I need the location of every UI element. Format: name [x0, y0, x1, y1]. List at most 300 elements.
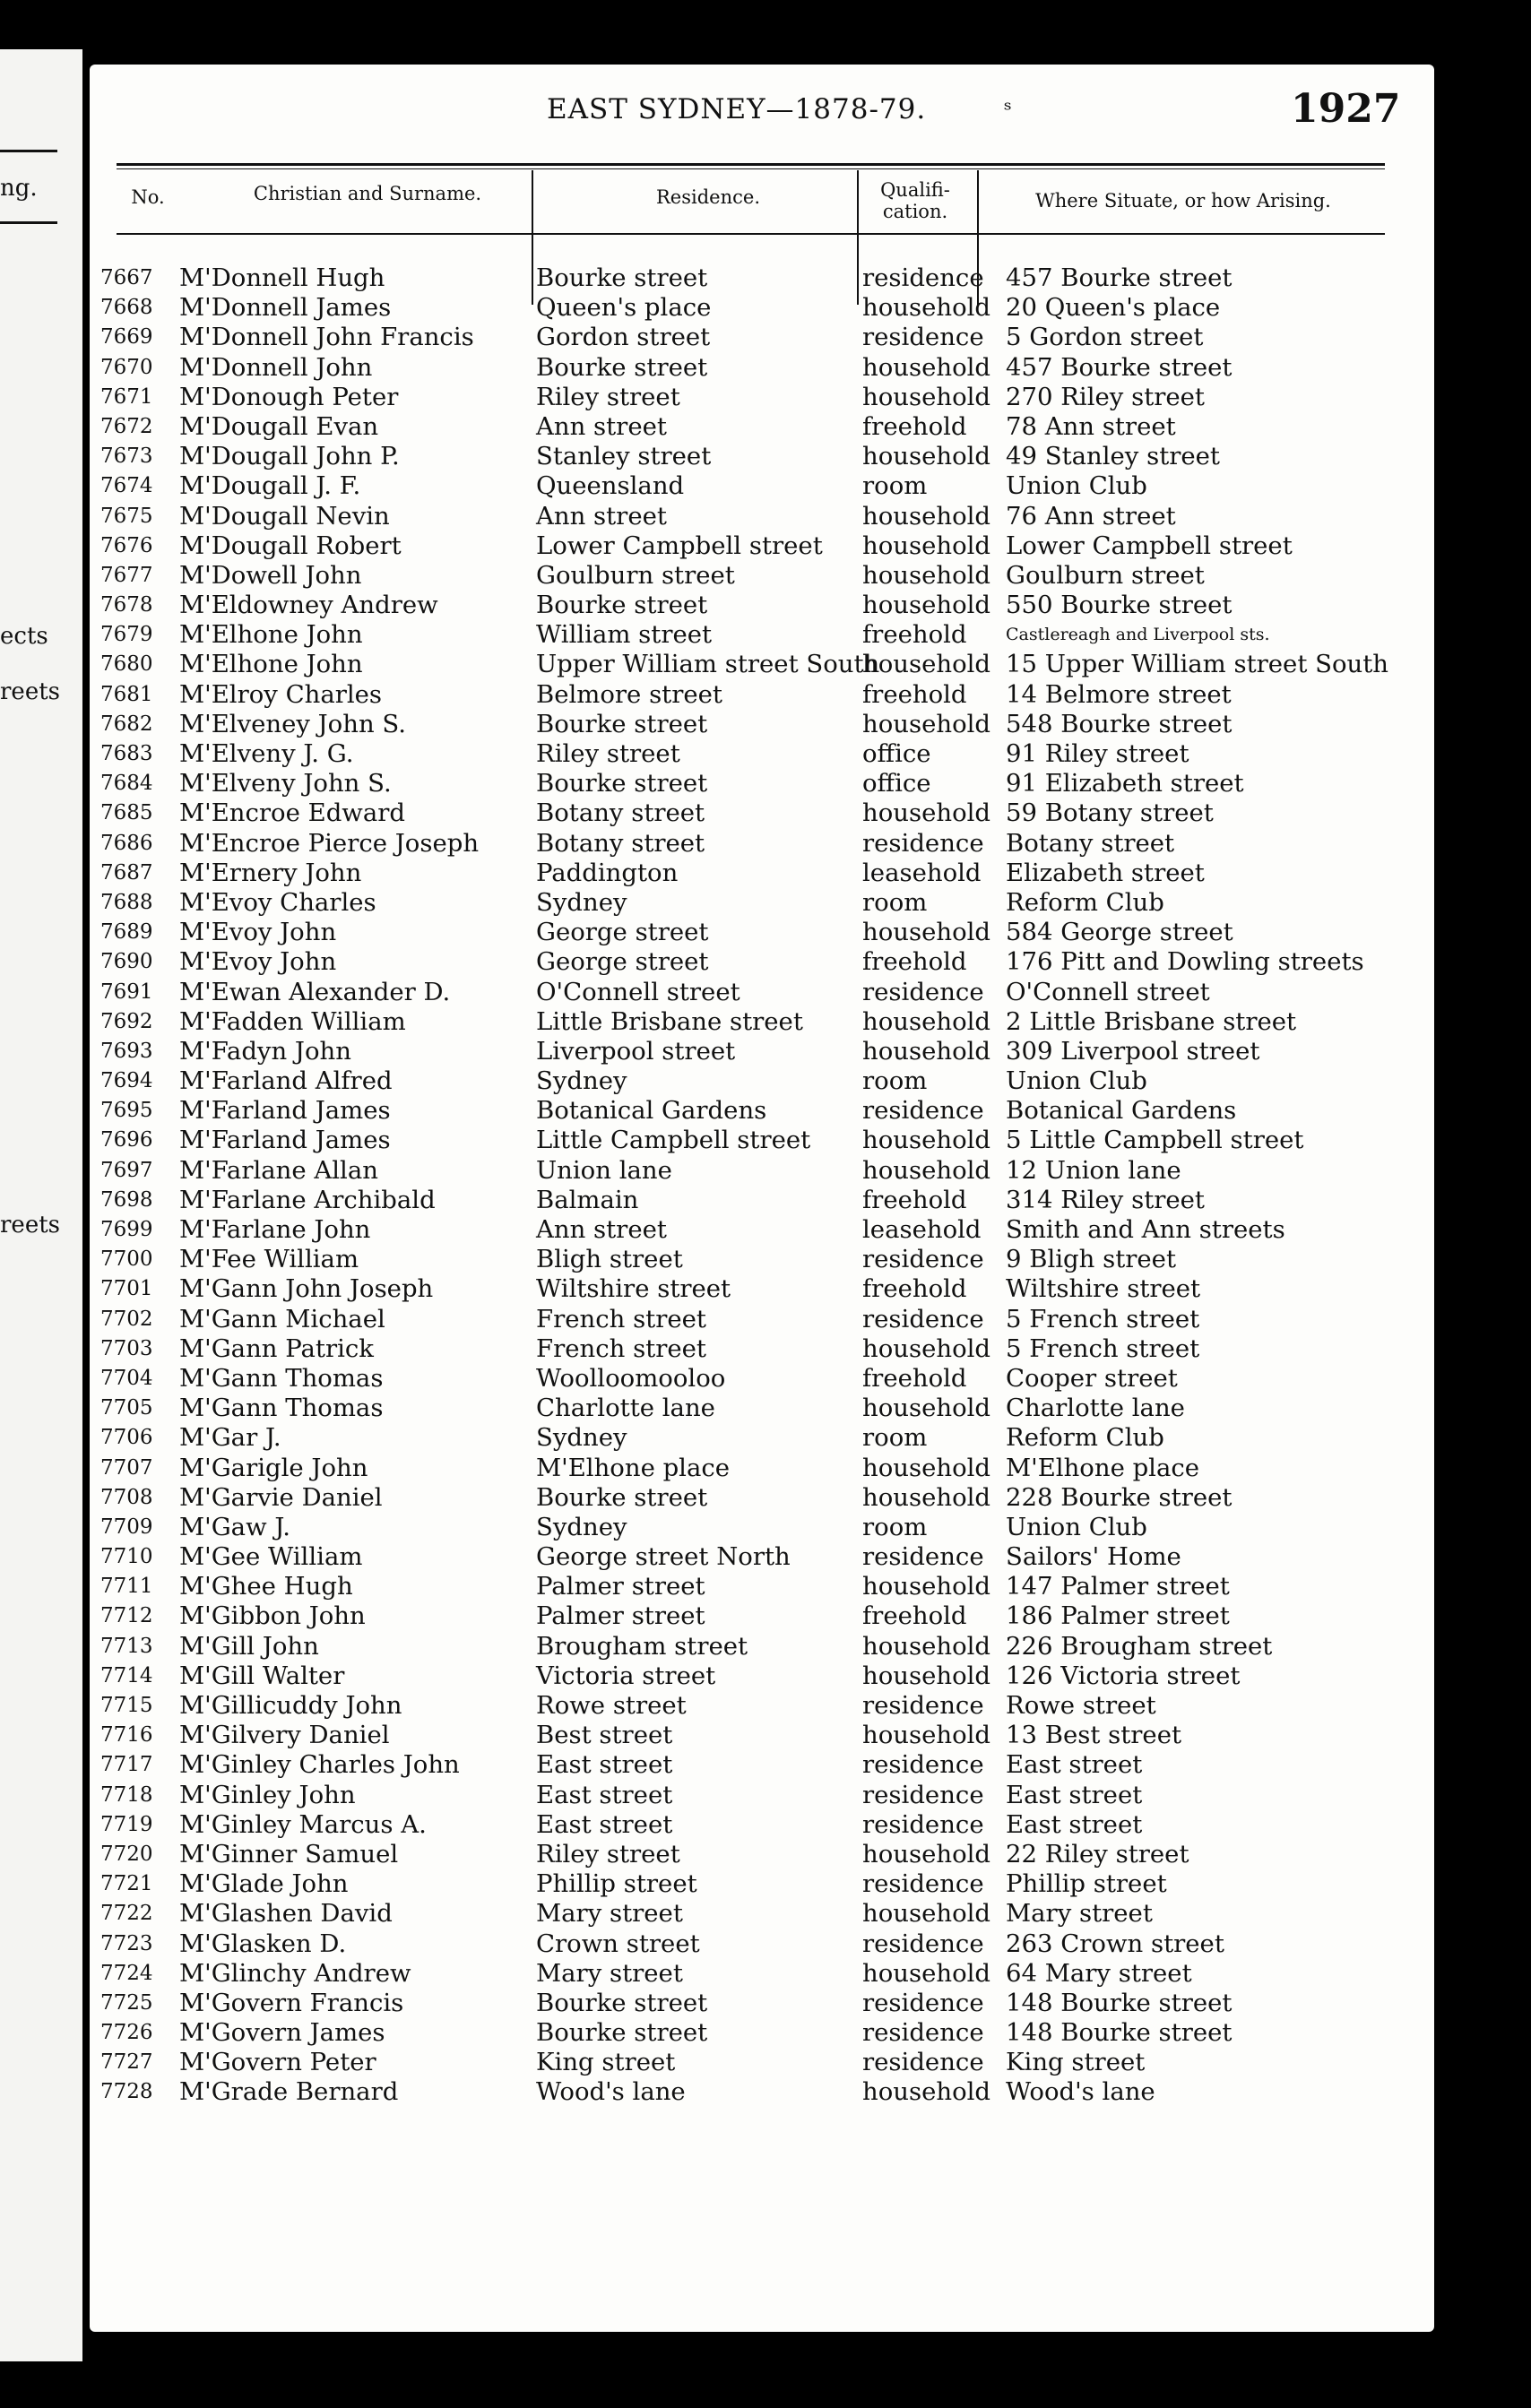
table-row — [90, 1245, 1434, 1274]
where-situate-cell: 186 Palmer street — [1006, 1601, 1230, 1631]
voter-name-cell: M'Ginley John — [179, 1780, 356, 1809]
table-row — [90, 1959, 1434, 1989]
voter-name-cell: M'Dowell John — [179, 560, 362, 590]
entry-number-cell: 7684 — [100, 772, 153, 796]
qualification-cell: household — [862, 1006, 991, 1036]
divider — [0, 150, 57, 152]
entry-number-cell: 7723 — [100, 1931, 153, 1955]
where-situate-cell: O'Connell street — [1006, 977, 1210, 1006]
qualification-cell: household — [862, 650, 991, 679]
where-situate-cell: Botanical Gardens — [1006, 1096, 1237, 1126]
prev-page-fragment: reets — [0, 1212, 60, 1239]
entry-number-cell: 7690 — [100, 950, 153, 974]
table-row — [90, 1364, 1434, 1394]
voter-name-cell: M'Gann Michael — [179, 1304, 385, 1333]
qualification-cell: residence — [862, 1304, 984, 1333]
where-situate-cell: 5 French street — [1006, 1333, 1200, 1363]
table-row — [90, 1334, 1434, 1364]
where-situate-cell: Phillip street — [1006, 1869, 1167, 1899]
qualification-cell: household — [862, 1572, 991, 1601]
residence-cell: Palmer street — [536, 1572, 705, 1601]
table-row — [90, 650, 1434, 679]
where-situate-cell: 147 Palmer street — [1006, 1572, 1230, 1601]
residence-cell: Bourke street — [536, 2018, 708, 2048]
entry-number-cell: 7678 — [100, 593, 153, 617]
where-situate-cell: 22 Riley street — [1006, 1839, 1189, 1869]
residence-cell: Queen's place — [536, 293, 712, 323]
residence-cell: Upper William street South — [536, 650, 880, 679]
qualification-cell: residence — [862, 1809, 984, 1839]
entry-number-cell: 7704 — [100, 1366, 153, 1390]
qualification-cell: residence — [862, 1869, 984, 1899]
residence-cell: Union lane — [536, 1155, 672, 1185]
qualification-cell: room — [862, 471, 928, 501]
residence-cell: Crown street — [536, 1929, 700, 1958]
previous-page-edge — [0, 49, 82, 2361]
where-situate-cell: 228 Bourke street — [1006, 1482, 1233, 1512]
entry-number-cell: 7713 — [100, 1634, 153, 1658]
qualification-cell: household — [862, 918, 991, 947]
voter-name-cell: M'Ernery John — [179, 858, 362, 887]
residence-cell: Liverpool street — [536, 1036, 736, 1066]
voter-name-cell: M'Ewan Alexander D. — [179, 977, 451, 1006]
qualification-cell: household — [862, 1482, 991, 1512]
voter-name-cell: M'Eldowney Andrew — [179, 591, 438, 620]
residence-cell: Mary street — [536, 1899, 683, 1929]
where-situate-cell: 148 Bourke street — [1006, 2018, 1233, 2048]
qualification-cell: room — [862, 887, 928, 917]
qualification-cell: residence — [862, 323, 984, 352]
where-situate-cell: Wood's lane — [1006, 2077, 1155, 2107]
qualification-cell: household — [862, 560, 991, 590]
entry-number-cell: 7688 — [100, 890, 153, 914]
voter-name-cell: M'Evoy John — [179, 918, 337, 947]
qualification-cell: freehold — [862, 1363, 967, 1393]
qualification-cell: room — [862, 1512, 928, 1541]
where-situate-cell: 9 Bligh street — [1006, 1245, 1177, 1274]
page-number: 1927 — [1291, 86, 1401, 132]
table-row — [90, 1929, 1434, 1959]
where-situate-cell: Union Club — [1006, 471, 1147, 501]
table-row — [90, 620, 1434, 650]
table-row — [90, 1066, 1434, 1096]
entry-number-cell: 7687 — [100, 860, 153, 885]
voter-name-cell: M'Fadden William — [179, 1006, 406, 1036]
entry-number-cell: 7683 — [100, 742, 153, 765]
qualification-cell: household — [862, 1394, 991, 1423]
page-shadow — [82, 2332, 1445, 2408]
qualification-cell: freehold — [862, 411, 967, 441]
table-row — [90, 1394, 1434, 1423]
qualification-cell: residence — [862, 977, 984, 1006]
voter-name-cell: M'Govern Peter — [179, 2048, 376, 2077]
table-row — [90, 1483, 1434, 1513]
table-row — [90, 1454, 1434, 1483]
voter-name-cell: M'Farland James — [179, 1126, 391, 1155]
residence-cell: Riley street — [536, 1839, 680, 1869]
voter-name-cell: M'Glashen David — [179, 1899, 393, 1929]
voter-name-cell: M'Gann Thomas — [179, 1394, 384, 1423]
residence-cell: French street — [536, 1333, 706, 1363]
residence-cell: Bourke street — [536, 769, 708, 798]
where-situate-cell: 91 Riley street — [1006, 739, 1189, 768]
entry-number-cell: 7686 — [100, 831, 153, 855]
table-row — [90, 1781, 1434, 1810]
residence-cell: Belmore street — [536, 679, 722, 709]
residence-cell: Little Brisbane street — [536, 1006, 803, 1036]
voter-name-cell: M'Grade Bernard — [179, 2077, 399, 2107]
qualification-cell: household — [862, 1126, 991, 1155]
table-row — [90, 829, 1434, 859]
residence-cell: William street — [536, 620, 713, 650]
residence-cell: Phillip street — [536, 1869, 697, 1899]
document-page — [90, 65, 1434, 2332]
table-row — [90, 769, 1434, 798]
residence-cell: Rowe street — [536, 1691, 687, 1720]
entry-number-cell: 7695 — [100, 1099, 153, 1123]
residence-cell: Ann street — [536, 1215, 667, 1244]
entry-number-cell: 7669 — [100, 325, 153, 350]
where-situate-cell: Elizabeth street — [1006, 858, 1205, 887]
voter-name-cell: M'Glasken D. — [179, 1929, 347, 1958]
voter-name-cell: M'Glade John — [179, 1869, 349, 1899]
table-row — [90, 1423, 1434, 1453]
voter-name-cell: M'Farland James — [179, 1096, 391, 1126]
residence-cell: Brougham street — [536, 1631, 748, 1661]
voter-name-cell: M'Fadyn John — [179, 1036, 351, 1066]
table-row — [90, 1750, 1434, 1780]
table-row — [90, 798, 1434, 828]
voter-name-cell: M'Gann Thomas — [179, 1363, 384, 1393]
voter-name-cell: M'Gar J. — [179, 1423, 281, 1453]
residence-cell: Mary street — [536, 1958, 683, 1988]
residence-cell: Wiltshire street — [536, 1274, 731, 1304]
voter-name-cell: M'Donough Peter — [179, 382, 399, 411]
where-situate-cell: 5 French street — [1006, 1304, 1200, 1333]
where-situate-cell: Botany street — [1006, 828, 1175, 858]
residence-cell: Queensland — [536, 471, 685, 501]
where-situate-cell: Reform Club — [1006, 887, 1164, 917]
where-situate-cell: Wiltshire street — [1006, 1274, 1201, 1304]
entry-number-cell: 7703 — [100, 1336, 153, 1360]
entry-number-cell: 7718 — [100, 1782, 153, 1807]
voter-name-cell: M'Elveney John S. — [179, 709, 407, 738]
where-situate-cell: 270 Riley street — [1006, 382, 1205, 411]
qualification-cell: household — [862, 1631, 991, 1661]
residence-cell: Botany street — [536, 828, 705, 858]
table-row — [90, 502, 1434, 531]
header-rule — [117, 168, 1385, 169]
residence-cell: Ann street — [536, 501, 667, 531]
where-situate-cell: Cooper street — [1006, 1363, 1178, 1393]
voter-name-cell: M'Ginley Charles John — [179, 1750, 460, 1780]
where-situate-cell: 148 Bourke street — [1006, 1988, 1233, 2017]
residence-cell: Gordon street — [536, 323, 711, 352]
qualification-cell: office — [862, 739, 931, 768]
where-situate-cell: 176 Pitt and Dowling streets — [1006, 947, 1364, 977]
where-situate-cell: East street — [1006, 1780, 1143, 1809]
voter-name-cell: M'Garigle John — [179, 1453, 368, 1482]
where-situate-cell: 91 Elizabeth street — [1006, 769, 1244, 798]
table-row — [90, 1721, 1434, 1750]
voter-name-cell: M'Ginley Marcus A. — [179, 1809, 427, 1839]
residence-cell: Goulburn street — [536, 560, 735, 590]
table-row — [90, 2077, 1434, 2107]
where-situate-cell: King street — [1006, 2048, 1146, 2077]
table-row — [90, 710, 1434, 739]
table-row — [90, 353, 1434, 383]
entry-number-cell: 7692 — [100, 1009, 153, 1033]
entry-number-cell: 7693 — [100, 1039, 153, 1063]
residence-cell: Palmer street — [536, 1601, 705, 1631]
table-row — [90, 1274, 1434, 1304]
where-situate-cell: 5 Little Campbell street — [1006, 1126, 1304, 1155]
entry-number-cell: 7675 — [100, 504, 153, 528]
where-situate-cell: 76 Ann street — [1006, 501, 1176, 531]
qualification-cell: residence — [862, 263, 984, 292]
voter-name-cell: M'Garvie Daniel — [179, 1482, 383, 1512]
entry-number-cell: 7720 — [100, 1842, 153, 1866]
voter-name-cell: M'Gilvery Daniel — [179, 1721, 390, 1750]
residence-cell: George street — [536, 918, 709, 947]
qualification-cell: household — [862, 2077, 991, 2107]
where-situate-cell: 126 Victoria street — [1006, 1661, 1241, 1690]
qualification-cell: leasehold — [862, 858, 982, 887]
qualification-cell: household — [862, 1721, 991, 1750]
table-row — [90, 591, 1434, 620]
entry-number-cell: 7712 — [100, 1604, 153, 1628]
where-situate-cell: Smith and Ann streets — [1006, 1215, 1285, 1244]
qualification-cell: household — [862, 531, 991, 560]
table-row — [90, 1572, 1434, 1601]
voter-name-cell: M'Elveny J. G. — [179, 739, 354, 768]
residence-cell: Sydney — [536, 887, 627, 917]
table-row — [90, 1186, 1434, 1215]
table-row — [90, 1840, 1434, 1869]
entry-number-cell: 7702 — [100, 1307, 153, 1331]
voter-name-cell: M'Donnell John Francis — [179, 323, 474, 352]
where-situate-cell: 15 Upper William street South — [1006, 650, 1388, 679]
qualification-cell: household — [862, 798, 991, 828]
residence-cell: Balmain — [536, 1185, 639, 1214]
table-row — [90, 918, 1434, 947]
table-row — [90, 859, 1434, 888]
where-situate-cell: 457 Bourke street — [1006, 263, 1233, 292]
qualification-cell: household — [862, 1958, 991, 1988]
voter-name-cell: M'Gill John — [179, 1631, 319, 1661]
entry-number-cell: 7716 — [100, 1723, 153, 1748]
where-situate-cell: Charlotte lane — [1006, 1394, 1185, 1423]
voter-name-cell: M'Dougall Evan — [179, 411, 379, 441]
table-row — [90, 978, 1434, 1007]
residence-cell: Bligh street — [536, 1245, 683, 1274]
table-row — [90, 1096, 1434, 1126]
qualification-cell: household — [862, 591, 991, 620]
entry-number-cell: 7681 — [100, 682, 153, 706]
qualification-cell: residence — [862, 1542, 984, 1572]
voter-name-cell: M'Elhone John — [179, 620, 363, 650]
voter-name-cell: M'Gibbon John — [179, 1601, 366, 1631]
qualification-cell: room — [862, 1066, 928, 1096]
entry-number-cell: 7699 — [100, 1218, 153, 1241]
where-situate-cell: 13 Best street — [1006, 1721, 1182, 1750]
qualification-cell: household — [862, 442, 991, 471]
table-row — [90, 561, 1434, 591]
qualification-cell: residence — [862, 1929, 984, 1958]
where-situate-cell: 584 George street — [1006, 918, 1233, 947]
voter-name-cell: M'Elhone John — [179, 650, 363, 679]
entry-number-cell: 7725 — [100, 1990, 153, 2015]
voter-name-cell: M'Encroe Pierce Joseph — [179, 828, 480, 858]
where-situate-cell: 309 Liverpool street — [1006, 1036, 1260, 1066]
voter-name-cell: M'Gann John Joseph — [179, 1274, 434, 1304]
table-row — [90, 1989, 1434, 2018]
qualification-cell: residence — [862, 1988, 984, 2017]
qualification-cell: household — [862, 1155, 991, 1185]
qualification-cell: freehold — [862, 1601, 967, 1631]
qualification-cell: household — [862, 352, 991, 382]
entry-number-cell: 7677 — [100, 563, 153, 587]
residence-cell: Paddington — [536, 858, 679, 887]
table-row — [90, 263, 1434, 293]
voter-name-cell: M'Dougall Nevin — [179, 501, 390, 531]
residence-cell: Riley street — [536, 739, 680, 768]
entry-number-cell: 7680 — [100, 652, 153, 677]
residence-cell: East street — [536, 1780, 673, 1809]
residence-cell: George street North — [536, 1542, 791, 1572]
voter-name-cell: M'Dougall Robert — [179, 531, 402, 560]
register-table — [90, 263, 1434, 2108]
where-situate-cell: Goulburn street — [1006, 560, 1205, 590]
residence-cell: East street — [536, 1809, 673, 1839]
residence-cell: Bourke street — [536, 1988, 708, 2017]
table-row — [90, 1156, 1434, 1186]
entry-number-cell: 7724 — [100, 1961, 153, 1985]
table-row — [90, 1037, 1434, 1066]
table-row — [90, 471, 1434, 501]
where-situate-cell: 12 Union lane — [1006, 1155, 1181, 1185]
voter-name-cell: M'Donnell Hugh — [179, 263, 385, 292]
entry-number-cell: 7685 — [100, 801, 153, 825]
voter-name-cell: M'Ghee Hugh — [179, 1572, 353, 1601]
entry-number-cell: 7727 — [100, 2050, 153, 2075]
qualification-cell: residence — [862, 1780, 984, 1809]
where-situate-cell: Union Club — [1006, 1066, 1147, 1096]
entry-number-cell: 7726 — [100, 2021, 153, 2045]
voter-name-cell: M'Gaw J. — [179, 1512, 290, 1541]
qualification-cell: residence — [862, 2048, 984, 2077]
where-situate-cell: Castlereagh and Liverpool sts. — [1006, 625, 1270, 645]
table-row — [90, 680, 1434, 710]
voter-name-cell: M'Glinchy Andrew — [179, 1958, 411, 1988]
qualification-cell: freehold — [862, 947, 967, 977]
table-row — [90, 442, 1434, 471]
where-situate-cell: Rowe street — [1006, 1691, 1156, 1720]
entry-number-cell: 7679 — [100, 623, 153, 647]
table-row — [90, 1007, 1434, 1037]
residence-cell: Sydney — [536, 1066, 627, 1096]
where-situate-cell: M'Elhone place — [1006, 1453, 1200, 1482]
residence-cell: Bourke street — [536, 709, 708, 738]
voter-name-cell: M'Encroe Edward — [179, 798, 405, 828]
entry-number-cell: 7714 — [100, 1663, 153, 1687]
table-row — [90, 1632, 1434, 1661]
residence-cell: Bourke street — [536, 263, 708, 292]
residence-cell: Botany street — [536, 798, 705, 828]
residence-cell: Bourke street — [536, 1482, 708, 1512]
voter-name-cell: M'Donnell James — [179, 293, 392, 323]
qualification-cell: office — [862, 769, 931, 798]
table-row — [90, 1305, 1434, 1334]
entry-number-cell: 7701 — [100, 1277, 153, 1301]
where-situate-cell: Lower Campbell street — [1006, 531, 1293, 560]
entry-number-cell: 7668 — [100, 296, 153, 320]
table-row — [90, 739, 1434, 769]
where-situate-cell: East street — [1006, 1750, 1143, 1780]
table-row — [90, 1691, 1434, 1721]
entry-number-cell: 7674 — [100, 474, 153, 498]
qualification-cell: freehold — [862, 1185, 967, 1214]
prev-page-fragment: ng. — [0, 175, 38, 202]
qualification-cell: residence — [862, 1096, 984, 1126]
header-rule — [117, 163, 1385, 166]
voter-name-cell: M'Dougall J. F. — [179, 471, 361, 501]
voter-name-cell: M'Farlane Archibald — [179, 1185, 436, 1214]
entry-number-cell: 7673 — [100, 444, 153, 469]
qualification-cell: household — [862, 1839, 991, 1869]
where-situate-cell: 263 Crown street — [1006, 1929, 1224, 1958]
residence-cell: King street — [536, 2048, 676, 2077]
entry-number-cell: 7709 — [100, 1515, 153, 1539]
entry-number-cell: 7694 — [100, 1069, 153, 1093]
where-situate-cell: 49 Stanley street — [1006, 442, 1220, 471]
qualification-cell: household — [862, 1036, 991, 1066]
qualification-cell: residence — [862, 1691, 984, 1720]
prev-page-fragment: ects — [0, 623, 48, 650]
voter-name-cell: M'Gill Walter — [179, 1661, 345, 1690]
table-row — [90, 1899, 1434, 1929]
where-situate-cell: 59 Botany street — [1006, 798, 1214, 828]
residence-cell: Charlotte lane — [536, 1394, 715, 1423]
entry-number-cell: 7697 — [100, 1158, 153, 1182]
qualification-cell: household — [862, 1333, 991, 1363]
where-situate-cell: 2 Little Brisbane street — [1006, 1006, 1297, 1036]
qualification-cell: leasehold — [862, 1215, 982, 1244]
entry-number-cell: 7715 — [100, 1694, 153, 1717]
residence-cell: Little Campbell street — [536, 1126, 811, 1155]
residence-cell: O'Connell street — [536, 977, 740, 1006]
entry-number-cell: 7696 — [100, 1128, 153, 1152]
where-situate-cell: Reform Club — [1006, 1423, 1164, 1453]
table-row — [90, 1215, 1434, 1245]
voter-name-cell: M'Gillicuddy John — [179, 1691, 402, 1720]
table-row — [90, 1542, 1434, 1572]
header-rule — [117, 233, 1385, 235]
entry-number-cell: 7700 — [100, 1247, 153, 1272]
residence-cell: Sydney — [536, 1423, 627, 1453]
prev-page-fragment: reets — [0, 678, 60, 705]
column-header-name: Christian and Surname. — [253, 183, 482, 204]
entry-number-cell: 7728 — [100, 2080, 153, 2104]
voter-name-cell: M'Ginner Samuel — [179, 1839, 399, 1869]
table-row — [90, 531, 1434, 561]
voter-name-cell: M'Elveny John S. — [179, 769, 392, 798]
residence-cell: Sydney — [536, 1512, 627, 1541]
table-row — [90, 293, 1434, 323]
where-situate-cell: 5 Gordon street — [1006, 323, 1204, 352]
qualification-cell: household — [862, 1661, 991, 1690]
table-row — [90, 1601, 1434, 1631]
